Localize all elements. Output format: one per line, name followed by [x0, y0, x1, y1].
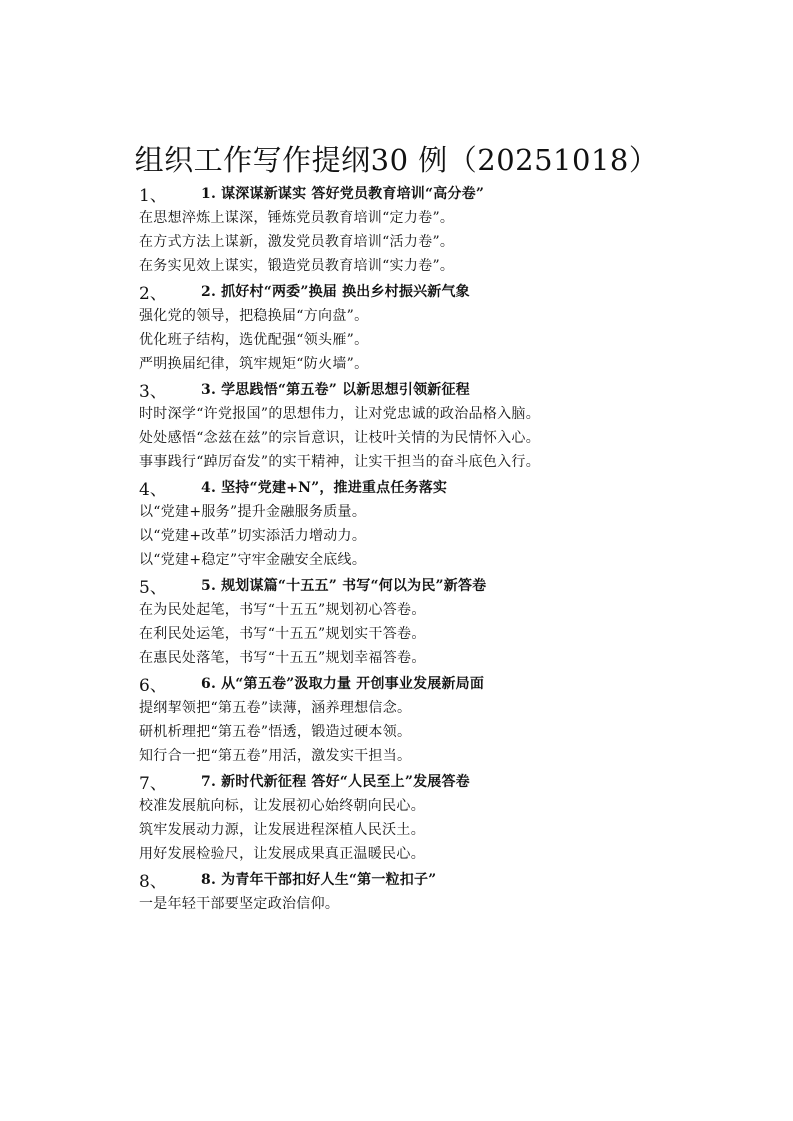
section-line: 一是年轻干部要坚定政治信仰。: [139, 896, 340, 912]
section-line: 处处感悟“念兹在兹”的宗旨意识，让枝叶关情的为民情怀入心。: [139, 430, 541, 446]
section-1: [139, 180, 759, 278]
section-heading: [139, 474, 759, 500]
section-6: [139, 670, 759, 768]
section-line: 严明换届纪律，筑牢规矩“防火墙”。: [139, 356, 369, 372]
section-line: 时时深学“许党报国”的思想伟力，让对党忠诚的政治品格入脑。: [139, 406, 541, 422]
section-title: 5. 规划谋篇“十五五” 书写“何以为民”新答卷: [201, 578, 487, 594]
section-line: 筑牢发展动力源，让发展进程深植人民沃土。: [139, 822, 425, 838]
section-7: [139, 768, 759, 866]
section-3: [139, 376, 759, 474]
section-title: 3. 学思践悟“第五卷” 以新思想引领新征程: [201, 382, 470, 398]
section-line: 研机析理把“第五卷”悟透，锻造过硬本领。: [139, 724, 412, 740]
section-line: 优化班子结构，选优配强“领头雁”。: [139, 332, 369, 348]
section-heading: [139, 768, 759, 794]
section-line: 提纲挈领把“第五卷”读薄，涵养理想信念。: [139, 700, 412, 716]
section-number: 8、: [139, 871, 167, 892]
section-4: [139, 474, 759, 572]
section-title: 6. 从“第五卷”汲取力量 开创事业发展新局面: [201, 676, 485, 692]
section-line: 以“党建+服务”提升金融服务质量。: [139, 504, 367, 520]
section-number: 6、: [139, 675, 167, 696]
section-line: 在务实见效上谋实，锻造党员教育培训“实力卷”。: [139, 258, 455, 274]
section-8: [139, 866, 759, 916]
section-title: 8. 为青年干部扣好人生“第一粒扣子”: [201, 872, 437, 888]
section-2: [139, 278, 759, 376]
section-heading: [139, 180, 759, 206]
section-number: 1、: [139, 185, 167, 206]
section-number: 2、: [139, 283, 167, 304]
section-line: 事事践行“踔厉奋发”的实干精神，让实干担当的奋斗底色入行。: [139, 454, 541, 470]
section-line: 强化党的领导，把稳换届“方向盘”。: [139, 308, 369, 324]
section-number: 4、: [139, 479, 167, 500]
section-line: 在方式方法上谋新，激发党员教育培训“活力卷”。: [139, 234, 455, 250]
section-line: 在利民处运笔，书写“十五五”规划实干答卷。: [139, 626, 426, 642]
section-line: 在思想淬炼上谋深，锤炼党员教育培训“定力卷”。: [139, 210, 455, 226]
section-line: 以“党建+改革”切实添活力增动力。: [139, 528, 367, 544]
section-line: 校准发展航向标，让发展初心始终朝向民心。: [139, 798, 425, 814]
section-heading: [139, 278, 759, 304]
section-5: [139, 572, 759, 670]
section-line: 在惠民处落笔，书写“十五五”规划幸福答卷。: [139, 650, 426, 666]
section-title: 7. 新时代新征程 答好“人民至上”发展答卷: [201, 774, 470, 790]
section-title: 4. 坚持“党建+N”，推进重点任务落实: [201, 480, 448, 496]
section-heading: [139, 670, 759, 696]
section-number: 7、: [139, 773, 167, 794]
outline-content: [139, 180, 759, 916]
section-line: 知行合一把“第五卷”用活，激发实干担当。: [139, 748, 412, 764]
section-title: 1. 谋深谋新谋实 答好党员教育培训“高分卷”: [201, 186, 485, 202]
section-line: 以“党建+稳定”守牢金融安全底线。: [139, 552, 367, 568]
section-heading: [139, 866, 759, 892]
section-heading: [139, 376, 759, 402]
section-heading: [139, 572, 759, 598]
page-title: 组织工作写作提纲30 例（20251018）: [134, 143, 659, 177]
section-title: 2. 抓好村“两委”换届 换出乡村振兴新气象: [201, 284, 470, 300]
section-number: 3、: [139, 381, 167, 402]
section-line: 在为民处起笔，书写“十五五”规划初心答卷。: [139, 602, 426, 618]
section-number: 5、: [139, 577, 167, 598]
section-line: 用好发展检验尺，让发展成果真正温暖民心。: [139, 846, 425, 862]
